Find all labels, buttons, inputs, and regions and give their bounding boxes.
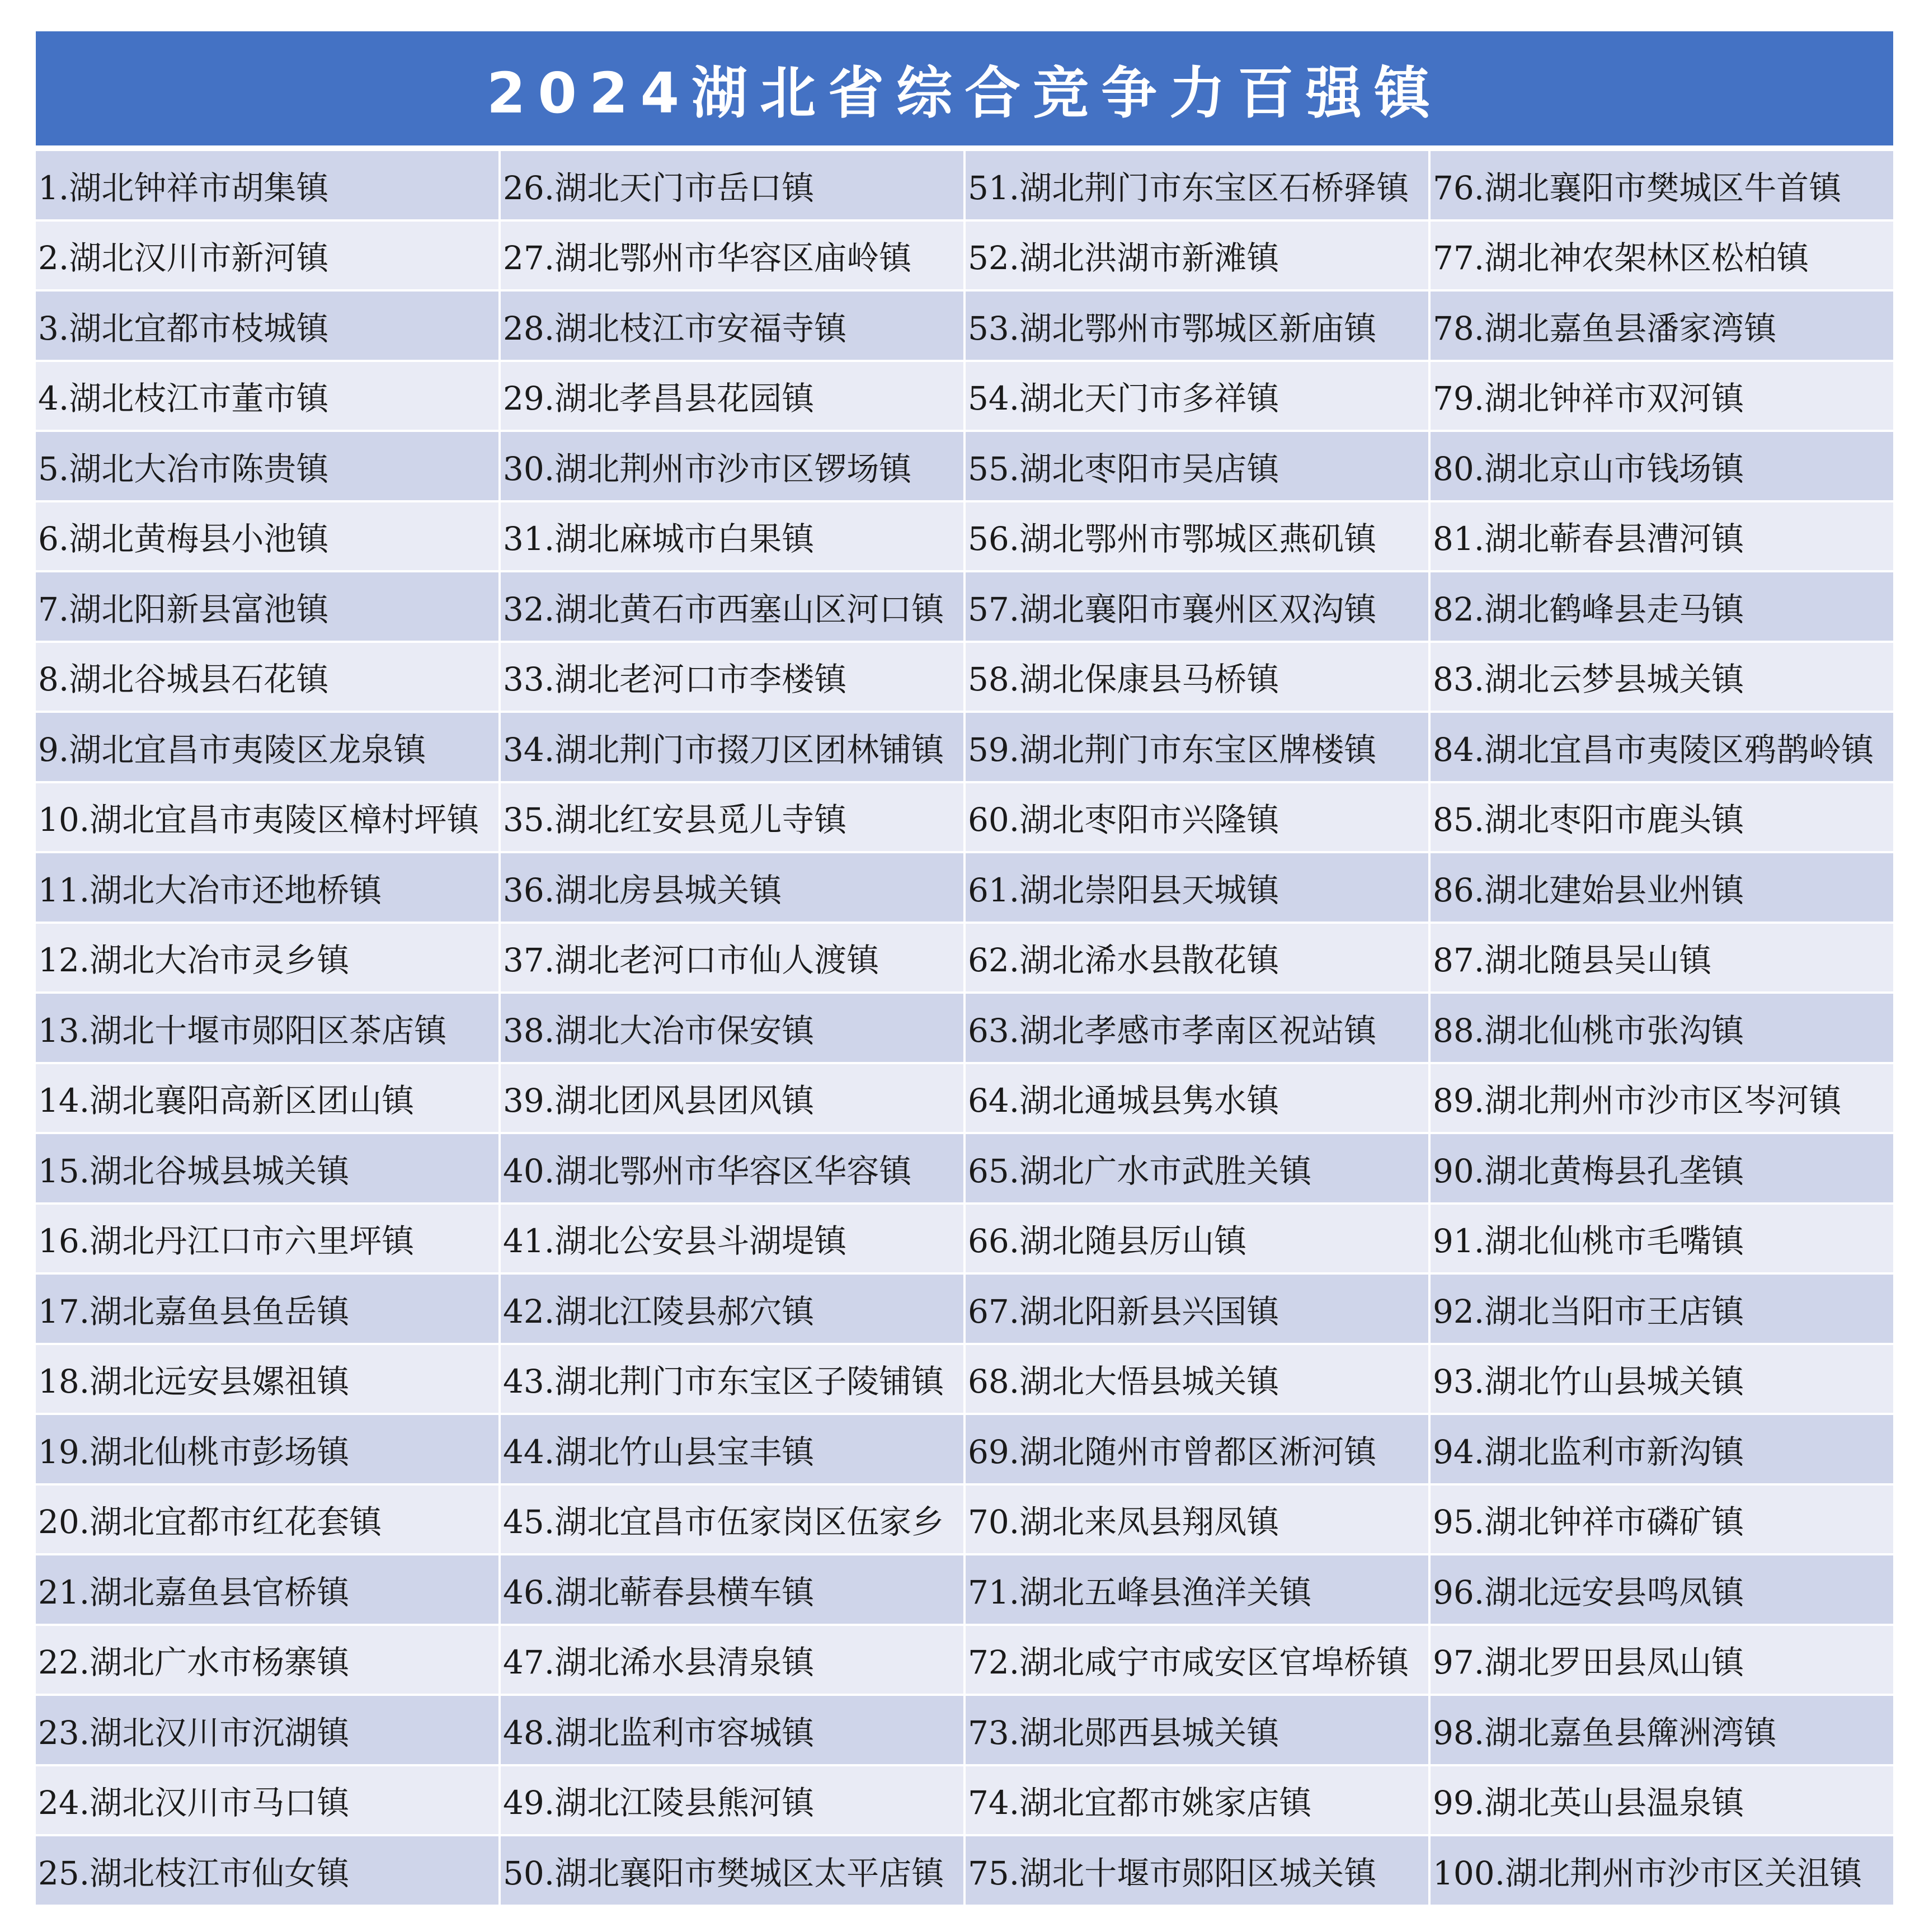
ranking-entry: 6.湖北黄梅县小池镇 [36, 502, 498, 571]
ranking-entry: 91.湖北仙桃市毛嘴镇 [1431, 1205, 1893, 1273]
ranking-entry: 4.湖北枝江市董市镇 [36, 362, 498, 430]
ranking-entry: 35.湖北红安县觅儿寺镇 [501, 783, 963, 852]
ranking-entry: 39.湖北团风县团风镇 [501, 1064, 963, 1132]
ranking-entry: 27.湖北鄂州市华容区庙岭镇 [501, 222, 963, 290]
ranking-entry: 90.湖北黄梅县孔垄镇 [1431, 1134, 1893, 1202]
ranking-entry: 55.湖北枣阳市吴店镇 [966, 432, 1428, 500]
ranking-entry: 31.湖北麻城市白果镇 [501, 502, 963, 571]
ranking-entry: 24.湖北汉川市马口镇 [36, 1766, 498, 1835]
ranking-entry: 43.湖北荆门市东宝区子陵铺镇 [501, 1345, 963, 1413]
ranking-entry: 67.湖北阳新县兴国镇 [966, 1275, 1428, 1343]
ranking-entry: 61.湖北崇阳县天城镇 [966, 853, 1428, 922]
ranking-entry: 65.湖北广水市武胜关镇 [966, 1134, 1428, 1202]
ranking-column [1431, 151, 1893, 1907]
ranking-entry: 72.湖北咸宁市咸安区官埠桥镇 [966, 1626, 1428, 1694]
ranking-entry: 37.湖北老河口市仙人渡镇 [501, 924, 963, 992]
ranking-entry: 96.湖北远安县鸣凤镇 [1431, 1555, 1893, 1624]
ranking-entry: 84.湖北宜昌市夷陵区鸦鹊岭镇 [1431, 713, 1893, 781]
ranking-entry: 25.湖北枝江市仙女镇 [36, 1836, 498, 1905]
ranking-grid [36, 151, 1893, 1907]
ranking-entry: 15.湖北谷城县城关镇 [36, 1134, 498, 1202]
ranking-entry: 48.湖北监利市容城镇 [501, 1696, 963, 1764]
ranking-entry: 42.湖北江陵县郝穴镇 [501, 1275, 963, 1343]
ranking-entry: 14.湖北襄阳高新区团山镇 [36, 1064, 498, 1132]
ranking-entry: 34.湖北荆门市掇刀区团林铺镇 [501, 713, 963, 781]
ranking-entry: 98.湖北嘉鱼县簰洲湾镇 [1431, 1696, 1893, 1764]
ranking-entry: 87.湖北随县吴山镇 [1431, 924, 1893, 992]
ranking-entry: 81.湖北蕲春县漕河镇 [1431, 502, 1893, 571]
ranking-entry: 16.湖北丹江口市六里坪镇 [36, 1205, 498, 1273]
ranking-entry: 57.湖北襄阳市襄州区双沟镇 [966, 572, 1428, 641]
ranking-entry: 56.湖北鄂州市鄂城区燕矶镇 [966, 502, 1428, 571]
ranking-entry: 26.湖北天门市岳口镇 [501, 151, 963, 219]
ranking-entry: 10.湖北宜昌市夷陵区樟村坪镇 [36, 783, 498, 852]
ranking-entry: 100.湖北荆州市沙市区关沮镇 [1431, 1836, 1893, 1905]
ranking-entry: 22.湖北广水市杨寨镇 [36, 1626, 498, 1694]
ranking-entry: 69.湖北随州市曾都区淅河镇 [966, 1415, 1428, 1483]
ranking-entry: 51.湖北荆门市东宝区石桥驿镇 [966, 151, 1428, 219]
ranking-entry: 52.湖北洪湖市新滩镇 [966, 222, 1428, 290]
ranking-entry: 2.湖北汉川市新河镇 [36, 222, 498, 290]
ranking-entry: 59.湖北荆门市东宝区牌楼镇 [966, 713, 1428, 781]
ranking-entry: 64.湖北通城县隽水镇 [966, 1064, 1428, 1132]
ranking-entry: 71.湖北五峰县渔洋关镇 [966, 1555, 1428, 1624]
ranking-entry: 38.湖北大冶市保安镇 [501, 994, 963, 1062]
ranking-entry: 46.湖北蕲春县横车镇 [501, 1555, 963, 1624]
ranking-entry: 78.湖北嘉鱼县潘家湾镇 [1431, 292, 1893, 360]
ranking-sheet [36, 31, 1893, 1907]
ranking-entry: 13.湖北十堰市郧阳区茶店镇 [36, 994, 498, 1062]
ranking-entry: 49.湖北江陵县熊河镇 [501, 1766, 963, 1835]
ranking-entry: 80.湖北京山市钱场镇 [1431, 432, 1893, 500]
ranking-entry: 86.湖北建始县业州镇 [1431, 853, 1893, 922]
ranking-entry: 47.湖北浠水县清泉镇 [501, 1626, 963, 1694]
ranking-entry: 8.湖北谷城县石花镇 [36, 643, 498, 711]
ranking-entry: 58.湖北保康县马桥镇 [966, 643, 1428, 711]
ranking-entry: 73.湖北郧西县城关镇 [966, 1696, 1428, 1764]
ranking-entry: 20.湖北宜都市红花套镇 [36, 1486, 498, 1554]
ranking-entry: 85.湖北枣阳市鹿头镇 [1431, 783, 1893, 852]
ranking-entry: 36.湖北房县城关镇 [501, 853, 963, 922]
ranking-entry: 88.湖北仙桃市张沟镇 [1431, 994, 1893, 1062]
ranking-entry: 99.湖北英山县温泉镇 [1431, 1766, 1893, 1835]
ranking-entry: 23.湖北汉川市沉湖镇 [36, 1696, 498, 1764]
ranking-entry: 79.湖北钟祥市双河镇 [1431, 362, 1893, 430]
ranking-entry: 63.湖北孝感市孝南区祝站镇 [966, 994, 1428, 1062]
ranking-entry: 5.湖北大冶市陈贵镇 [36, 432, 498, 500]
ranking-entry: 12.湖北大冶市灵乡镇 [36, 924, 498, 992]
ranking-entry: 19.湖北仙桃市彭场镇 [36, 1415, 498, 1483]
ranking-entry: 74.湖北宜都市姚家店镇 [966, 1766, 1428, 1835]
ranking-entry: 28.湖北枝江市安福寺镇 [501, 292, 963, 360]
ranking-entry: 93.湖北竹山县城关镇 [1431, 1345, 1893, 1413]
ranking-entry: 29.湖北孝昌县花园镇 [501, 362, 963, 430]
ranking-entry: 45.湖北宜昌市伍家岗区伍家乡 [501, 1486, 963, 1554]
ranking-entry: 62.湖北浠水县散花镇 [966, 924, 1428, 992]
ranking-entry: 33.湖北老河口市李楼镇 [501, 643, 963, 711]
ranking-entry: 54.湖北天门市多祥镇 [966, 362, 1428, 430]
ranking-entry: 66.湖北随县厉山镇 [966, 1205, 1428, 1273]
ranking-entry: 95.湖北钟祥市磷矿镇 [1431, 1486, 1893, 1554]
ranking-entry: 82.湖北鹤峰县走马镇 [1431, 572, 1893, 641]
ranking-entry: 30.湖北荆州市沙市区锣场镇 [501, 432, 963, 500]
title-bar [36, 31, 1893, 145]
ranking-entry: 7.湖北阳新县富池镇 [36, 572, 498, 641]
ranking-entry: 77.湖北神农架林区松柏镇 [1431, 222, 1893, 290]
ranking-entry: 68.湖北大悟县城关镇 [966, 1345, 1428, 1413]
ranking-entry: 1.湖北钟祥市胡集镇 [36, 151, 498, 219]
ranking-entry: 53.湖北鄂州市鄂城区新庙镇 [966, 292, 1428, 360]
ranking-entry: 50.湖北襄阳市樊城区太平店镇 [501, 1836, 963, 1905]
ranking-entry: 3.湖北宜都市枝城镇 [36, 292, 498, 360]
ranking-entry: 18.湖北远安县嫘祖镇 [36, 1345, 498, 1413]
ranking-entry: 21.湖北嘉鱼县官桥镇 [36, 1555, 498, 1624]
ranking-column [36, 151, 498, 1907]
ranking-entry: 70.湖北来凤县翔凤镇 [966, 1486, 1428, 1554]
ranking-entry: 41.湖北公安县斗湖堤镇 [501, 1205, 963, 1273]
ranking-entry: 97.湖北罗田县凤山镇 [1431, 1626, 1893, 1694]
ranking-column [501, 151, 963, 1907]
ranking-entry: 94.湖北监利市新沟镇 [1431, 1415, 1893, 1483]
ranking-entry: 32.湖北黄石市西塞山区河口镇 [501, 572, 963, 641]
ranking-entry: 9.湖北宜昌市夷陵区龙泉镇 [36, 713, 498, 781]
ranking-entry: 17.湖北嘉鱼县鱼岳镇 [36, 1275, 498, 1343]
ranking-entry: 44.湖北竹山县宝丰镇 [501, 1415, 963, 1483]
ranking-entry: 83.湖北云梦县城关镇 [1431, 643, 1893, 711]
ranking-entry: 11.湖北大冶市还地桥镇 [36, 853, 498, 922]
ranking-entry: 92.湖北当阳市王店镇 [1431, 1275, 1893, 1343]
ranking-entry: 75.湖北十堰市郧阳区城关镇 [966, 1836, 1428, 1905]
ranking-entry: 40.湖北鄂州市华容区华容镇 [501, 1134, 963, 1202]
ranking-entry: 76.湖北襄阳市樊城区牛首镇 [1431, 151, 1893, 219]
ranking-column [966, 151, 1428, 1907]
ranking-entry: 60.湖北枣阳市兴隆镇 [966, 783, 1428, 852]
ranking-entry: 89.湖北荆州市沙市区岑河镇 [1431, 1064, 1893, 1132]
page-title: 2024湖北省综合竞争力百强镇 [486, 60, 1443, 126]
